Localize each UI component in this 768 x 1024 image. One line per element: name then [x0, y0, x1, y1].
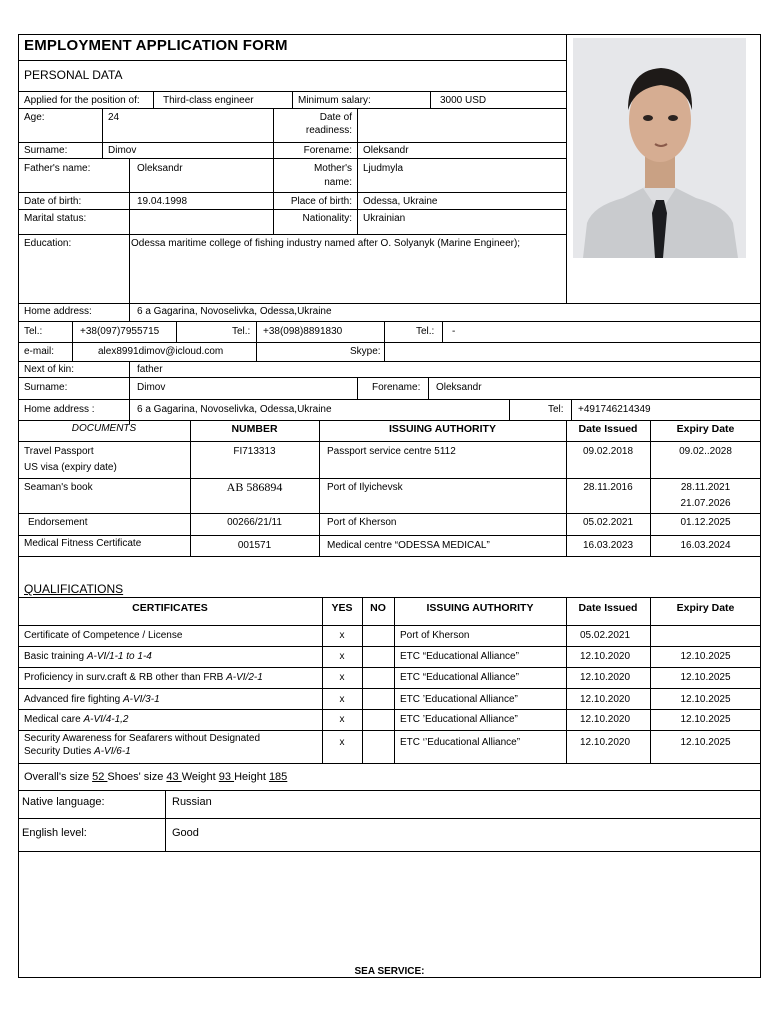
doc-row-2-authority: Port of Ilyichevsk — [327, 482, 403, 493]
cert-row-4-name: Advanced fire fighting A-VI/3-1 — [24, 694, 160, 705]
kin-surname-label: Surname: — [24, 382, 68, 393]
native-language-label: Native language: — [22, 796, 105, 808]
tel-2-label: Tel.: — [232, 326, 251, 337]
doc-row-2-number: AB 586894 — [226, 480, 283, 494]
cert-header-no: NO — [370, 602, 386, 614]
email-label: e-mail: — [24, 346, 55, 357]
divider — [153, 91, 154, 108]
doc-row-1-authority: Passport service centre 5112 — [327, 446, 456, 457]
position-value: Third-class engineer — [163, 95, 254, 106]
divider — [18, 709, 761, 710]
cert-row-4-expiry: 12.10.2025 — [680, 694, 731, 705]
surname-value: Dimov — [108, 145, 137, 156]
mother-name-value: Ljudmyla — [363, 163, 404, 174]
divider — [362, 597, 363, 763]
doc-row-4-expiry: 16.03.2024 — [680, 540, 731, 551]
applicant-photo — [573, 38, 746, 258]
salary-label: Minimum salary: — [298, 95, 371, 106]
divider — [165, 790, 166, 851]
divider — [256, 321, 257, 361]
father-name-label: Father's name: — [24, 163, 91, 174]
doc-row-3-issued: 05.02.2021 — [582, 517, 634, 528]
doc-row-2-doc: Seaman's book — [24, 482, 93, 493]
divider — [18, 818, 761, 819]
divider — [102, 108, 103, 142]
divider — [357, 377, 358, 399]
kin-forename-label: Forename: — [372, 382, 421, 393]
personal-data-heading: PERSONAL DATA — [24, 68, 123, 82]
divider — [18, 556, 761, 557]
doc-row-4-authority: Medical centre “ODESSA MEDICAL” — [327, 540, 490, 551]
divider — [384, 321, 385, 342]
kin-label: Next of kin: — [24, 364, 75, 375]
divider — [18, 158, 566, 159]
cert-row-5-expiry: 12.10.2025 — [680, 714, 731, 725]
tel-3-label: Tel.: — [416, 326, 435, 337]
divider — [129, 303, 130, 321]
doc-row-1-issued: 09.02.2018 — [582, 446, 634, 457]
father-name-value: Oleksandr — [137, 163, 183, 174]
divider — [430, 91, 431, 108]
divider — [129, 192, 130, 234]
doc-row-2-expiry: 28.11.2021 — [680, 482, 731, 493]
mother-name-label-1: Mother's — [313, 163, 352, 174]
cert-row-6-name: Security Awareness for Seafarers without Designated — [24, 733, 261, 744]
kin-forename-value: Oleksandr — [436, 382, 482, 393]
cert-row-6-issued: 12.10.2020 — [580, 737, 631, 748]
cert-header-yes: YES — [331, 602, 353, 614]
email-value: alex8991dimov@icloud.com — [98, 346, 224, 357]
forename-value: Oleksandr — [363, 145, 409, 156]
doc-row-4-doc: Medical Fitness Certificate — [24, 538, 142, 549]
cert-row-3-name: Proficiency in surv.craft & RB other than FRB A-VI/2-1 — [24, 672, 263, 683]
cert-row-4-yes: x — [339, 694, 345, 705]
cert-row-6-authority: ETC ‘’Educational Alliance” — [400, 737, 521, 748]
cert-row-5-yes: x — [339, 714, 345, 725]
divider — [566, 597, 567, 763]
cert-row-5-name: Medical care A-VI/4-1,2 — [24, 714, 129, 725]
marital-label: Marital status: — [24, 213, 87, 224]
cert-header-issued: Date Issued — [578, 602, 638, 614]
divider — [18, 790, 761, 791]
surname-label: Surname: — [24, 145, 68, 156]
photo-divider — [566, 34, 567, 303]
cert-row-6-expiry: 12.10.2025 — [680, 737, 731, 748]
cert-row-4-issued: 12.10.2020 — [580, 694, 631, 705]
divider — [18, 142, 566, 143]
skype-label: Skype: — [350, 346, 381, 357]
cert-header-certificates: CERTIFICATES — [132, 602, 208, 614]
readiness-label-2: readiness: — [305, 125, 352, 136]
doc-row-1-expiry: 09.02..2028 — [679, 446, 732, 457]
doc-header-documents: DOCUMENTS — [71, 423, 137, 434]
divider — [72, 342, 73, 361]
divider — [18, 209, 566, 210]
education-value: Odessa maritime college of fishing industry named after O. Solyanyk (Marine Engineer); — [131, 238, 521, 249]
divider — [18, 851, 761, 852]
divider — [384, 342, 385, 361]
divider — [273, 108, 274, 234]
pob-label: Place of birth: — [290, 196, 352, 207]
divider — [292, 91, 293, 108]
divider — [18, 441, 761, 442]
cert-row-6-name-2: Security Duties A-VI/6-1 — [24, 746, 131, 757]
english-level-label: English level: — [22, 827, 87, 839]
doc-row-1-doc: Travel Passport — [24, 446, 94, 457]
divider — [72, 321, 73, 342]
cert-row-3-yes: x — [339, 672, 345, 683]
nationality-label: Nationality: — [302, 213, 352, 224]
cert-row-1-name: Certificate of Competence / License — [24, 630, 183, 641]
home-address-value: 6 a Gagarina, Novoselivka, Odessa,Ukraine — [137, 306, 332, 317]
education-label: Education: — [24, 238, 72, 249]
kin-home-label: Home address : — [24, 404, 95, 415]
sea-service-heading: SEA SERVICE: — [354, 966, 425, 977]
age-label: Age: — [24, 112, 45, 123]
english-level-value: Good — [172, 827, 199, 839]
doc-row-1-doc2: US visa (expiry date) — [24, 462, 117, 473]
divider — [18, 513, 761, 514]
nationality-value: Ukrainian — [363, 213, 406, 224]
divider — [394, 597, 395, 763]
divider — [18, 667, 761, 668]
divider — [129, 234, 130, 303]
readiness-label-1: Date of — [319, 112, 352, 123]
divider — [18, 321, 761, 322]
divider — [102, 142, 103, 158]
doc-header-authority: ISSUING AUTHORITY — [389, 423, 496, 435]
divider — [18, 730, 761, 731]
kin-value: father — [137, 364, 163, 375]
divider — [129, 361, 130, 424]
cert-row-2-expiry: 12.10.2025 — [680, 651, 731, 662]
divider — [18, 342, 761, 343]
doc-header-issued: Date Issued — [578, 423, 638, 435]
cert-row-2-name: Basic training A-VI/1-1 to 1-4 — [24, 651, 152, 662]
doc-row-2-expiry-2: 21.07.2026 — [680, 498, 731, 509]
salary-value: 3000 USD — [440, 95, 487, 106]
cert-row-2-issued: 12.10.2020 — [580, 651, 631, 662]
divider — [18, 234, 566, 235]
tel-1-value: +38(097)7955715 — [80, 326, 160, 337]
kin-home-value: 6 a Gagarina, Novoselivka, Odessa,Ukraine — [137, 404, 332, 415]
divider — [18, 192, 566, 193]
divider — [509, 399, 510, 420]
divider — [571, 399, 572, 420]
divider — [18, 108, 566, 109]
cert-row-1-yes: x — [339, 630, 345, 641]
divider — [18, 763, 761, 764]
kin-surname-value: Dimov — [137, 382, 166, 393]
native-language-value: Russian — [172, 796, 212, 808]
cert-row-1-authority: Port of Kherson — [400, 630, 470, 641]
kin-tel-value: +491746214349 — [578, 404, 651, 415]
cert-row-2-authority: ETC “Educational Alliance” — [400, 651, 519, 662]
cert-row-5-authority: ETC ’Educational Alliance” — [400, 714, 518, 725]
divider — [18, 377, 761, 378]
home-address-label: Home address: — [24, 306, 92, 317]
tel-label: Tel.: — [24, 326, 43, 337]
cert-row-1-issued: 05.02.2021 — [580, 630, 631, 641]
forename-label: Forename: — [303, 145, 352, 156]
cert-header-expiry: Expiry Date — [676, 602, 735, 614]
doc-row-3-doc: Endorsement — [28, 517, 88, 528]
divider — [357, 108, 358, 234]
kin-tel-label: Tel: — [548, 404, 564, 415]
dob-label: Date of birth: — [24, 196, 82, 207]
divider — [18, 399, 761, 400]
divider — [18, 60, 566, 61]
cert-row-3-issued: 12.10.2020 — [580, 672, 631, 683]
mother-name-label-2: name: — [324, 177, 352, 188]
divider — [18, 478, 761, 479]
doc-row-3-authority: Port of Kherson — [327, 517, 397, 528]
divider — [176, 321, 177, 342]
cert-row-6-yes: x — [339, 737, 345, 748]
divider — [129, 158, 130, 192]
doc-row-2-issued: 28.11.2016 — [583, 482, 633, 493]
form-title: EMPLOYMENT APPLICATION FORM — [24, 37, 288, 54]
doc-row-4-number: 001571 — [237, 540, 272, 551]
divider — [442, 321, 443, 342]
doc-row-3-number: 00266/21/11 — [227, 517, 282, 528]
cert-row-4-authority: ETC ’Educational Alliance” — [400, 694, 518, 705]
tel-2-value: +38(098)8891830 — [263, 326, 343, 337]
sizes-line: Overall's size 52 Shoes' size 43 Weight 93 Height 185 — [24, 771, 288, 783]
position-label: Applied for the position of: — [24, 95, 140, 106]
divider — [18, 646, 761, 647]
doc-row-3-expiry: 01.12.2025 — [680, 517, 731, 528]
age-value: 24 — [108, 112, 120, 123]
doc-row-4-issued: 16.03.2023 — [582, 540, 634, 551]
divider — [428, 377, 429, 399]
cert-row-3-authority: ETC “Educational Alliance” — [400, 672, 519, 683]
cert-row-3-expiry: 12.10.2025 — [680, 672, 731, 683]
doc-row-1-number: FI713313 — [233, 446, 276, 457]
cert-row-2-yes: x — [339, 651, 345, 662]
qualifications-heading: QUALIFICATIONS — [24, 582, 124, 596]
doc-header-number: NUMBER — [231, 423, 278, 435]
tel-3-value: - — [452, 326, 456, 337]
divider — [18, 688, 761, 689]
pob-value: Odessa, Ukraine — [363, 196, 438, 207]
doc-header-expiry: Expiry Date — [676, 423, 735, 435]
dob-value: 19.04.1998 — [137, 196, 188, 207]
cert-row-5-issued: 12.10.2020 — [580, 714, 631, 725]
divider — [18, 625, 761, 626]
divider — [18, 535, 761, 536]
cert-header-authority: ISSUING AUTHORITY — [426, 602, 534, 614]
